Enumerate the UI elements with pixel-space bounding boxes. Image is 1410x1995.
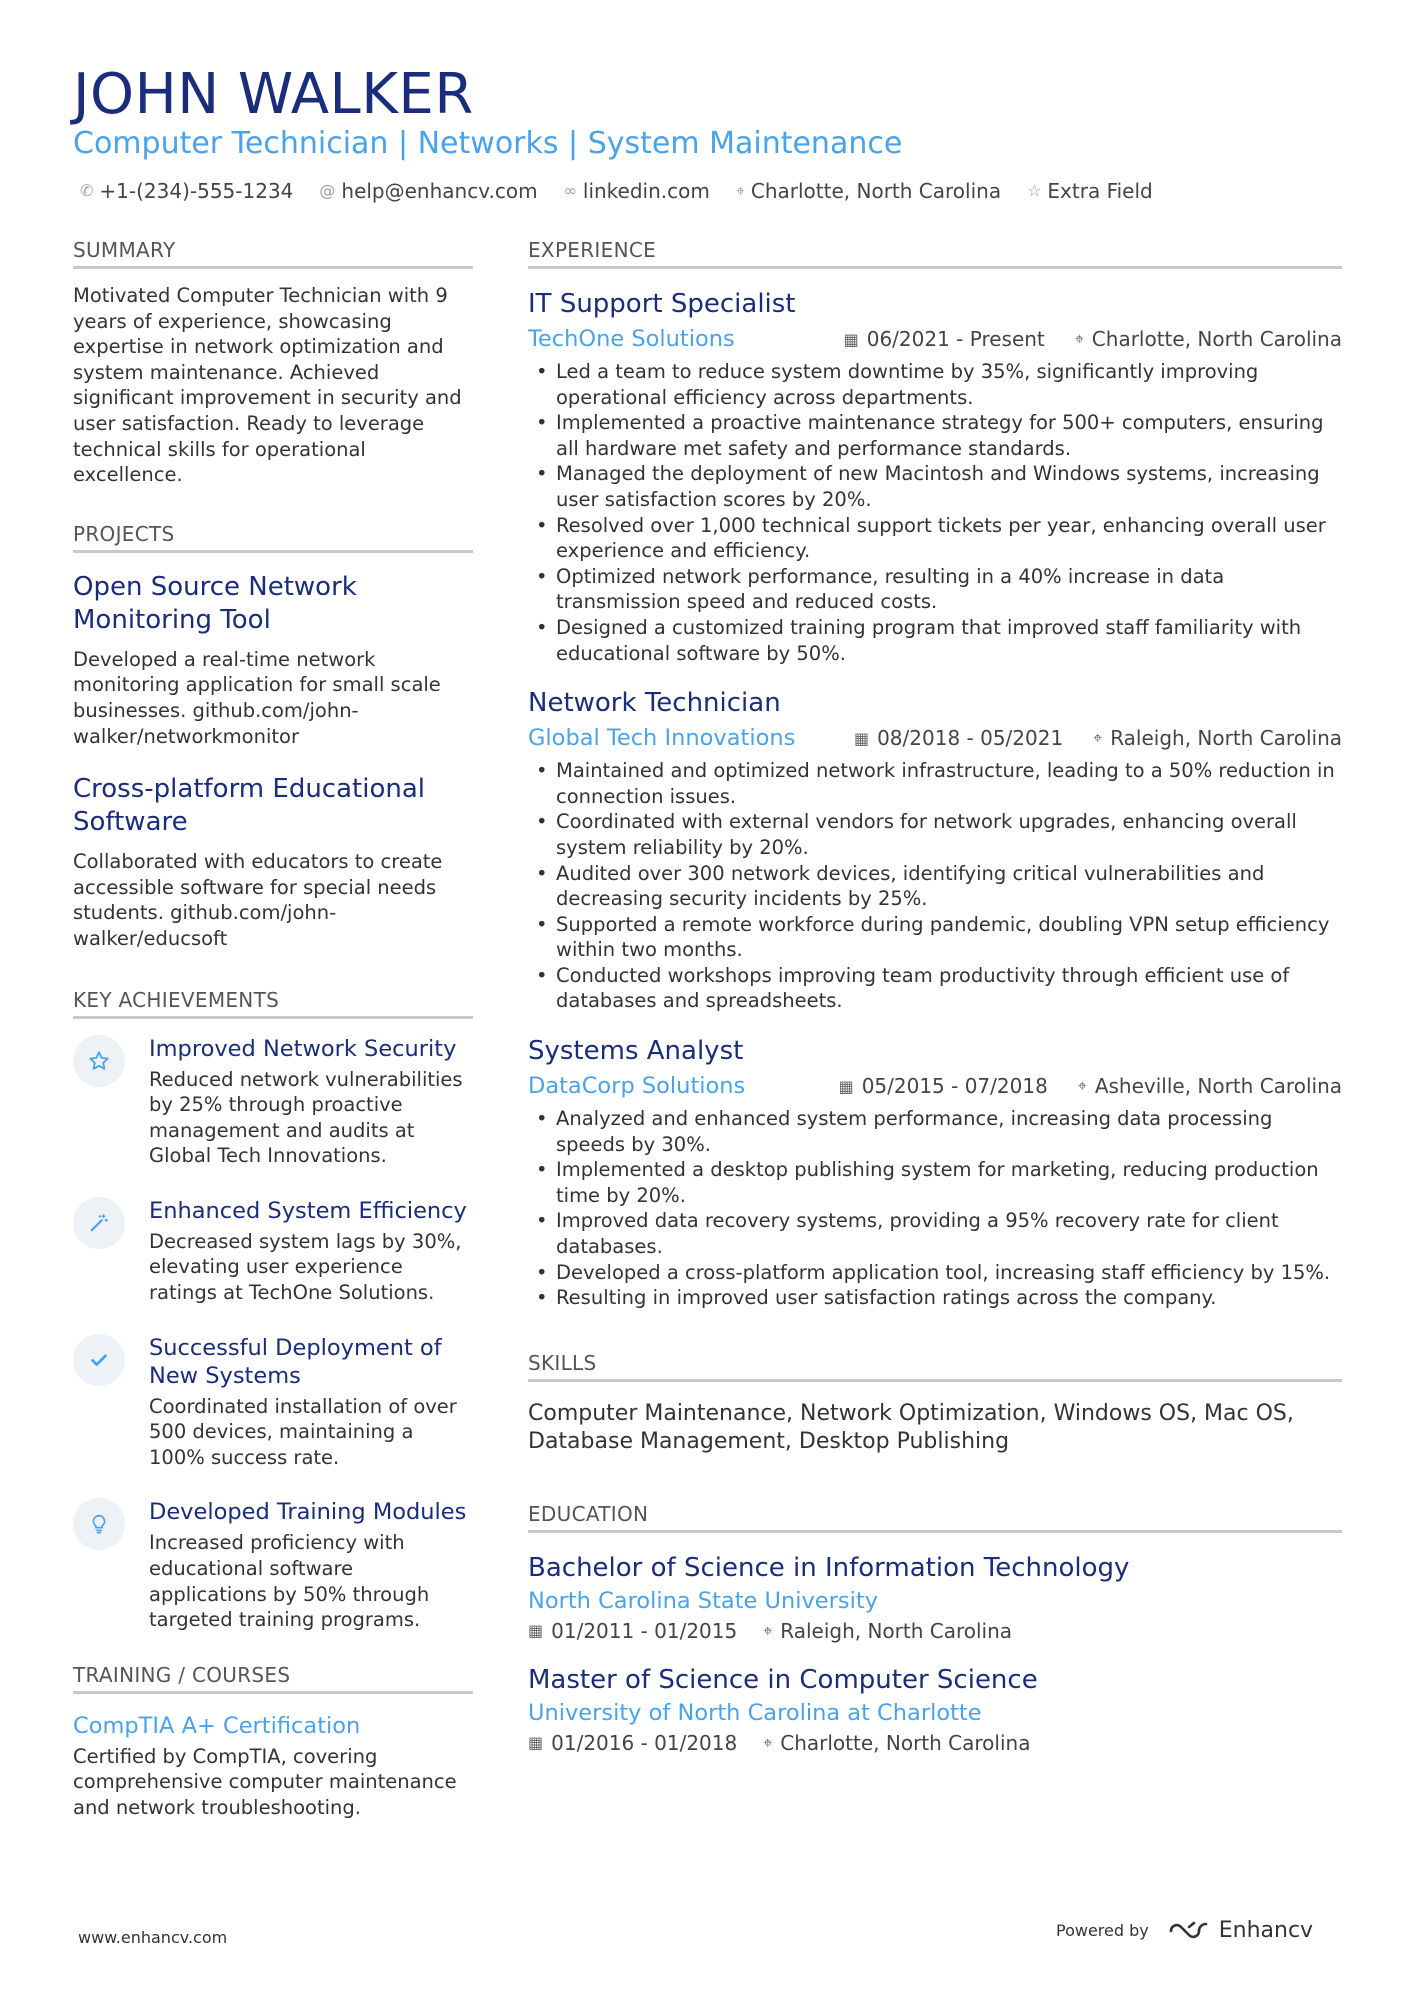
job-dates — [844, 327, 1045, 351]
project-title: Cross-platform Educational Software — [73, 774, 425, 838]
job-bullet: • Resolved over 1,000 technical support tickets per year, enhancing overall user experience and efficiency. — [528, 513, 1342, 564]
star-icon — [73, 1035, 125, 1087]
company-name: Global Tech Innovations — [528, 725, 796, 752]
achievement-title: Improved Network Security — [149, 1035, 457, 1062]
education-meta — [528, 1619, 1342, 1643]
checkmark-icon — [73, 1334, 125, 1386]
job-bullet: • Improved data recovery systems, providing a 95% recovery rate for client databases. — [528, 1208, 1342, 1259]
location-icon: ⌖ — [1074, 329, 1084, 348]
magic-wand-icon — [73, 1197, 125, 1249]
job-meta — [528, 1070, 1342, 1102]
education-section — [528, 1500, 1342, 1755]
company-name: TechOne Solutions — [528, 326, 735, 352]
achievement-title: Enhanced System Efficiency — [149, 1197, 467, 1224]
link-icon: ∞ — [563, 181, 577, 200]
projects-heading: PROJECTS — [73, 520, 473, 553]
job-bullets — [528, 359, 1342, 666]
job-dates-text: 08/2018 - 05/2021 — [877, 726, 1064, 751]
job-location-text: Asheville, North Carolina — [1094, 1074, 1342, 1099]
job-entry — [528, 1034, 1342, 1311]
candidate-title: Computer Technician | Networks | System Maintenance — [73, 126, 903, 161]
school-name: North Carolina State University — [528, 1587, 879, 1614]
job-dates — [839, 1074, 1048, 1098]
contact-bar — [80, 176, 1153, 206]
job-bullet: • Led a team to reduce system downtime by 35%, significantly improving operational efficiency across departments. — [528, 359, 1342, 410]
brand-name: Enhancv — [1218, 1918, 1314, 1943]
job-bullet: • Optimized network performance, resulting in a 40% increase in data transmission speed and reduced costs. — [528, 564, 1342, 615]
phone-icon: ✆ — [80, 181, 94, 200]
job-bullet: • Implemented a desktop publishing system for marketing, reducing production time by 20%. — [528, 1157, 1342, 1208]
job-bullet: • Supported a remote workforce during pandemic, doubling VPN setup efficiency within two months. — [528, 912, 1342, 963]
job-bullet: • Coordinated with external vendors for network upgrades, enhancing overall system reliability by 20%. — [528, 809, 1342, 860]
achievement-desc: Coordinated installation of over 500 devices, maintaining a 100% success rate. — [149, 1394, 457, 1469]
contact-email-text: help@enhancv.com — [341, 179, 538, 203]
calendar-icon: ▦ — [528, 1621, 544, 1641]
location-icon: ⌖ — [1093, 728, 1103, 748]
training-heading: TRAINING / COURSES — [73, 1661, 473, 1694]
left-column — [73, 236, 473, 1821]
calendar-icon: ▦ — [838, 1076, 854, 1096]
contact-phone[interactable] — [80, 176, 293, 206]
achievements-list — [73, 1035, 473, 1633]
job-title: Systems Analyst — [528, 1036, 744, 1067]
contact-phone-text: +1-(234)-555-1234 — [99, 179, 294, 203]
education-location-text: Raleigh, North Carolina — [780, 1618, 1013, 1643]
calendar-icon: ▦ — [843, 329, 859, 349]
job-location-text: Raleigh, North Carolina — [1110, 726, 1342, 751]
lightbulb-icon — [73, 1498, 125, 1550]
education-entry — [528, 1663, 1342, 1755]
job-bullets — [528, 758, 1342, 1014]
calendar-icon: ▦ — [853, 728, 870, 748]
job-location — [1078, 1074, 1342, 1098]
location-icon: ⌖ — [1077, 1076, 1087, 1096]
achievement-item — [73, 1334, 473, 1471]
school-name: University of North Carolina at Charlotte — [528, 1699, 982, 1726]
footer-branding[interactable] — [1056, 1918, 1313, 1943]
contact-extra — [1027, 176, 1153, 206]
degree-title: Bachelor of Science in Information Technology — [528, 1552, 1130, 1583]
skills-section — [528, 1349, 1342, 1456]
job-dates-text: 05/2015 - 07/2018 — [861, 1074, 1048, 1099]
achievements-section — [73, 986, 473, 1633]
degree-title: Master of Science in Computer Science — [528, 1664, 1038, 1695]
achievement-desc: Reduced network vulnerabilities by 25% through proactive management and audits at Global Tech Innovations. — [149, 1067, 463, 1168]
job-bullet: • Analyzed and enhanced system performance, increasing data processing speeds by 30%. — [528, 1106, 1342, 1157]
job-title: IT Support Specialist — [528, 289, 796, 319]
achievement-item — [73, 1498, 473, 1632]
education-heading: EDUCATION — [528, 1500, 1342, 1533]
job-bullet: • Managed the deployment of new Macintosh and Windows systems, increasing user satisfaction scores by 20%. — [528, 461, 1342, 512]
project-desc: Collaborated with educators to create accessible software for special needs students. github.com/john-walker/educsoft — [73, 850, 443, 950]
job-bullet: • Conducted workshops improving team productivity through efficient use of databases and spreadsheets. — [528, 963, 1342, 1014]
education-dates-text: 01/2011 - 01/2015 — [551, 1618, 738, 1643]
achievement-desc: Increased proficiency with educational software applications by 50% through targeted training programs. — [149, 1531, 430, 1632]
contact-email[interactable] — [319, 176, 537, 206]
project-title: Open Source Network Monitoring Tool — [73, 571, 357, 635]
job-bullet: • Designed a customized training program that improved staff familiarity with educational software by 50%. — [528, 615, 1342, 666]
location-icon: ⌖ — [763, 1732, 773, 1752]
star-icon: ☆ — [1027, 181, 1042, 200]
achievement-item — [73, 1035, 473, 1169]
job-meta — [528, 722, 1342, 754]
job-bullet: • Audited over 300 network devices, identifying critical vulnerabilities and decreasing security incidents by 25%. — [528, 861, 1342, 912]
contact-extra-text: Extra Field — [1047, 179, 1153, 203]
job-bullets — [528, 1106, 1342, 1311]
enhancv-logo-icon — [1167, 1919, 1211, 1943]
training-section — [73, 1661, 473, 1821]
experience-heading: EXPERIENCE — [528, 236, 1342, 269]
contact-linkedin-text: linkedin.com — [582, 179, 710, 203]
job-title: Network Technician — [528, 688, 781, 719]
job-bullet: • Resulting in improved user satisfaction ratings across the company. — [528, 1285, 1342, 1311]
job-location — [1075, 327, 1342, 351]
summary-heading: SUMMARY — [73, 236, 473, 269]
achievement-title: Developed Training Modules — [149, 1499, 467, 1526]
education-location — [763, 1619, 1012, 1643]
powered-by-label: Powered by — [1056, 1921, 1149, 1940]
job-meta — [528, 323, 1342, 355]
job-bullet: • Maintained and optimized network infrastructure, leading to a 50% reduction in connection issues. — [528, 758, 1342, 809]
education-entry — [528, 1551, 1342, 1643]
course-title: CompTIA A+ Certification — [73, 1712, 361, 1739]
education-dates-text: 01/2016 - 01/2018 — [551, 1730, 738, 1755]
company-name: DataCorp Solutions — [528, 1073, 746, 1100]
summary-section — [73, 236, 473, 488]
job-dates — [854, 726, 1063, 750]
calendar-icon: ▦ — [528, 1733, 544, 1753]
achievement-title: Successful Deployment of New Systems — [149, 1334, 442, 1389]
achievement-item — [73, 1197, 473, 1306]
location-icon: ⌖ — [763, 1620, 773, 1640]
projects-section — [73, 520, 473, 952]
education-dates — [528, 1619, 737, 1643]
achievement-desc: Decreased system lags by 30%, elevating user experience ratings at TechOne Solutions. — [149, 1229, 462, 1305]
education-meta — [528, 1731, 1342, 1755]
experience-section — [528, 236, 1342, 1311]
candidate-name: JOHN WALKER — [73, 62, 474, 127]
course-desc: Certified by CompTIA, covering comprehensive computer maintenance and network troubleshooting. — [73, 1744, 457, 1819]
job-bullet: • Developed a cross-platform application tool, increasing staff efficiency by 15%. — [528, 1260, 1342, 1286]
summary-text: Motivated Computer Technician with 9 years of experience, showcasing expertise in network optimization and system maintenance. Achieved significant improvement in security and user satisfaction. Ready to leverage technical skills for operational excellence. — [73, 284, 462, 487]
right-column — [528, 236, 1342, 1755]
education-location-text: Charlotte, North Carolina — [780, 1730, 1031, 1755]
contact-location-text: Charlotte, North Carolina — [750, 179, 1002, 203]
skills-text: Computer Maintenance, Network Optimization, Windows OS, Mac OS, Database Management, Desktop Publishing — [528, 1400, 1294, 1454]
contact-location — [736, 176, 1001, 206]
job-bullet: • Implemented a proactive maintenance strategy for 500+ computers, ensuring all hardware met safety and performance standards. — [528, 410, 1342, 461]
footer-website[interactable]: www.enhancv.com — [78, 1928, 228, 1947]
job-dates-text: 06/2021 - Present — [866, 327, 1045, 351]
project-desc: Developed a real-time network monitoring application for small scale businesses. github.com/john-walker/networkmonitor — [73, 647, 441, 748]
job-location-text: Charlotte, North Carolina — [1091, 327, 1342, 351]
contact-linkedin[interactable] — [564, 176, 710, 206]
achievements-heading: KEY ACHIEVEMENTS — [73, 986, 473, 1019]
brand-logo — [1167, 1918, 1313, 1943]
location-icon: ⌖ — [735, 181, 745, 200]
skills-heading: SKILLS — [528, 1349, 1342, 1382]
job-entry — [528, 686, 1342, 1014]
education-dates — [528, 1731, 737, 1755]
education-location — [763, 1731, 1030, 1755]
job-location — [1093, 726, 1342, 750]
at-icon: @ — [319, 181, 336, 200]
job-entry — [528, 287, 1342, 666]
